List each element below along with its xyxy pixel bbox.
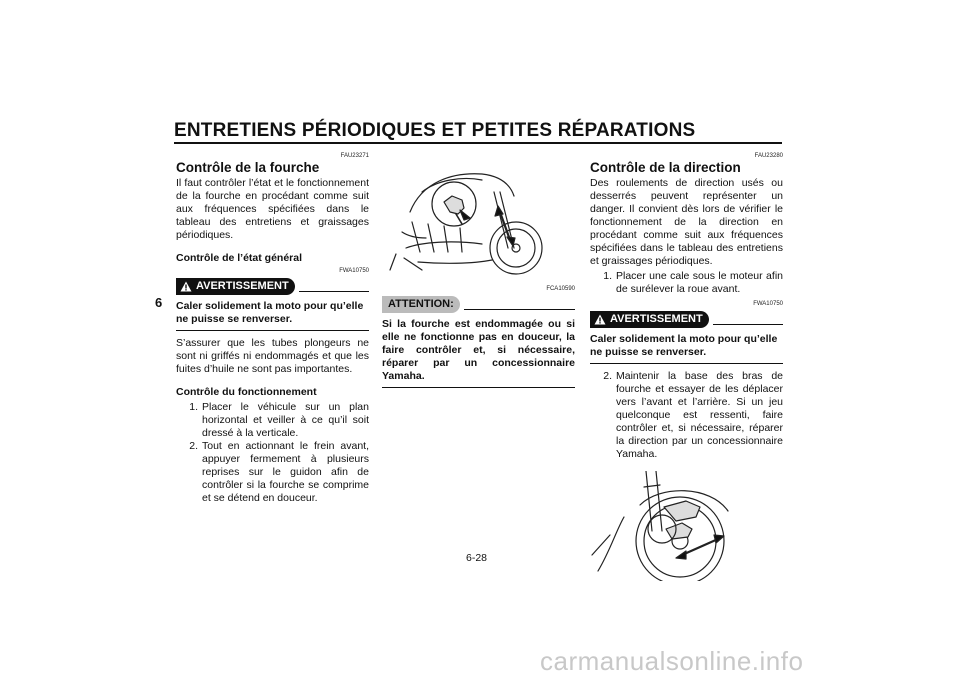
warning-rule: [713, 324, 783, 325]
list-item: 2. Maintenir la base des bras de fourche et essayer de les déplacer vers l’avant et l’arrière. Si un jeu quelconque est ressenti, faire contrôler et, si nécessaire, réparer la direction par un concessionnaire Yamaha.: [603, 370, 783, 460]
list-item: 1. Placer le véhicule sur un plan horizontal et veiller à ce qu’il soit dressé à la verticale.: [189, 401, 369, 439]
steering-intro: Des roulements de direction usés ou desserrés peuvent représenter un danger. Il convient dès lors de vérifier le fonctionnement de la direction en procédant comme suit aux fréquences spécifiées dans le tableau des entretiens et graissages périodiques.: [590, 177, 783, 267]
operation-check-title: Contrôle du fonctionnement: [176, 386, 317, 398]
attention-bottom-rule: [382, 387, 575, 388]
section-code: FAU23271: [340, 153, 369, 159]
warning-code: FWA10750: [339, 268, 369, 274]
general-check-title: Contrôle de l’état général: [176, 252, 303, 264]
section-code: FAU23280: [754, 153, 783, 159]
section-title-steering: Contrôle de la direction: [590, 160, 741, 175]
column-attention: [382, 152, 575, 388]
chapter-tab: 6: [155, 295, 163, 310]
attention-text: Si la fourche est endommagée ou si elle ne fonctionne pas en douceur, la faire contrôler et, si nécessaire, réparer par un concessionnaire Yamaha.: [382, 318, 575, 382]
fork-intro: Il faut contrôler l’état et le fonctionnement de la fourche en procédant comme suit aux fréquences spécifiées dans le tableau des entretiens et graissages périodiques.: [176, 177, 369, 241]
attention-badge: ATTENTION:: [382, 296, 460, 313]
warning-label: AVERTISSEMENT: [196, 280, 289, 292]
warning-triangle-icon: [594, 314, 606, 325]
warning-text: Caler solidement la moto pour qu’elle ne puisse se renverser.: [176, 300, 364, 325]
header-rule: [174, 142, 782, 144]
warning-bottom-rule: [176, 330, 369, 331]
watermark: carmanualsonline.info: [540, 646, 804, 676]
warning-badge: [590, 311, 709, 328]
section-title-fork: Contrôle de la fourche: [176, 160, 320, 175]
list-item: 1. Placer une cale sous le moteur afin de surélever la roue avant.: [603, 270, 783, 295]
attention-code: FCA10590: [546, 286, 575, 292]
operation-steps: [176, 401, 369, 505]
warning-header: [590, 311, 783, 328]
warning-header: [176, 278, 369, 295]
page-title: ENTRETIENS PÉRIODIQUES ET PETITES RÉPARATIONS: [174, 120, 696, 141]
list-item: 2. Tout en actionnant le frein avant, appuyer fermement à plusieurs reprises sur le guidon afin de contrôler si la fourche se comprime et se détend en douceur.: [189, 440, 369, 504]
attention-rule: [464, 309, 575, 310]
column-fork: [176, 152, 369, 505]
warning-label: AVERTISSEMENT: [610, 313, 703, 325]
warning-triangle-icon: [180, 281, 192, 292]
warning-text: Caler solidement la moto pour qu’elle ne puisse se renverser.: [590, 333, 778, 358]
steering-step-1: [590, 270, 783, 296]
page-number: 6-28: [466, 552, 488, 564]
steering-check-illustration: [590, 471, 783, 581]
warning-code: FWA10750: [753, 301, 783, 307]
general-check-text: S’assurer que les tubes plongeurs ne sont ni griffés ni endommagés et que les fuites d’huile ne sont pas importantes.: [176, 337, 369, 375]
steering-step-2: [590, 370, 783, 461]
attention-header: [382, 296, 575, 313]
fork-check-illustration: [382, 152, 575, 277]
column-steering: [590, 152, 783, 581]
warning-bottom-rule: [590, 363, 783, 364]
warning-rule: [299, 291, 369, 292]
warning-badge: [176, 278, 295, 295]
